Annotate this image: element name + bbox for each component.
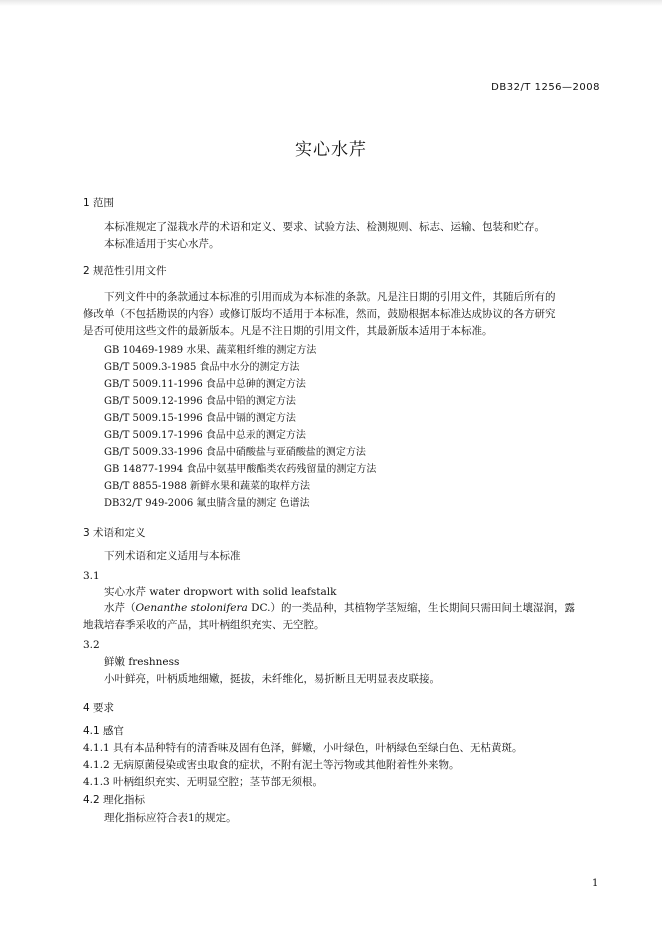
reference-item: DB32/T 949-2006 氟虫腈含量的测定 色谱法: [104, 498, 310, 509]
scan-edge: [0, 0, 662, 6]
reference-item: GB 14877-1994 食品中氨基甲酸酯类农药残留量的测定方法: [104, 464, 377, 475]
reference-item: GB 10469-1989 水果、蔬菜粗纤维的测定方法: [104, 345, 317, 356]
section-3-heading: 3 术语和定义: [83, 527, 146, 539]
clause-4-1-1: 4.1.1 具有本品种特有的清香味及固有色泽，鲜嫩，小叶绿色，叶柄绿色至绿白色、无枯黄斑。: [83, 742, 523, 754]
section-1-para-2: 本标准适用于实心水芹。: [104, 238, 220, 250]
document-title: 实心水芹: [295, 140, 367, 160]
reference-item: GB/T 5009.15-1996 食品中镉的测定方法: [104, 413, 296, 424]
reference-item: GB/T 8855-1988 新鲜水果和蔬菜的取样方法: [104, 481, 311, 492]
term-3-2-number: 3.2: [83, 639, 100, 651]
reference-item: GB/T 5009.17-1996 食品中总汞的测定方法: [104, 430, 306, 441]
subsection-4-2-text: 理化指标应符合表1的规定。: [104, 812, 237, 824]
reference-item: GB/T 5009.11-1996 食品中总砷的测定方法: [104, 379, 306, 390]
section-1-heading: 1 范围: [83, 197, 115, 209]
section-2-para-line-1: 下列文件中的条款通过本标准的引用而成为本标准的条款。凡是注日期的引用文件，其随后所有的: [104, 291, 556, 303]
clause-4-1-2: 4.1.2 无病原菌侵染或害虫取食的症状，不附有泥土等污物或其他附着性外来物。: [83, 759, 460, 771]
page-number: 1: [592, 878, 599, 889]
reference-item: GB/T 5009.33-1996 食品中硝酸盐与亚硝酸盐的测定方法: [104, 447, 366, 458]
section-2-heading: 2 规范性引用文件: [83, 265, 167, 277]
latin-name: Oenanthe stolonifera: [135, 602, 248, 614]
term-3-1-definition-line-2: 地栽培春季采收的产品，其叶柄组织充实、无空腔。: [83, 619, 325, 631]
section-3-intro: 下列术语和定义适用与本标准: [104, 550, 241, 562]
clause-4-1-3: 4.1.3 叶柄组织充实、无明显空腔；茎节部无须根。: [83, 776, 324, 788]
term-3-1-number: 3.1: [83, 570, 100, 582]
section-4-heading: 4 要求: [83, 702, 115, 714]
subsection-4-2-heading: 4.2 理化指标: [83, 794, 146, 806]
term-3-1-definition-line-1: 水芹（Oenanthe stolonifera DC.）的一类品种，其植物学茎短缩，生长期间只需田间土壤湿润，露: [104, 602, 576, 614]
term-3-2-definition: 小叶鲜亮，叶柄质地细嫩，挺拔，未纤维化，易折断且无明显表皮联接。: [104, 673, 440, 685]
term-3-2-name: 鲜嫩 freshness: [104, 656, 180, 668]
reference-item: GB/T 5009.12-1996 食品中铅的测定方法: [104, 396, 296, 407]
section-1-para-1: 本标准规定了湿栽水芹的术语和定义、要求、试验方法、检测规则、标志、运输、包装和贮存。: [104, 221, 545, 233]
term-3-1-name: 实心水芹 water dropwort with solid leafstalk: [104, 586, 337, 598]
section-2-para-line-3: 是否可使用这些文件的最新版本。凡是不注日期的引用文件，其最新版本适用于本标准。: [83, 325, 493, 337]
section-2-para-line-2: 修改单（不包括勘误的内容）或修订版均不适用于本标准，然而，鼓励根据本标准达成协议的各方研究: [83, 308, 556, 320]
standard-number: DB32/T 1256—2008: [491, 82, 600, 93]
subsection-4-1-heading: 4.1 感官: [83, 725, 125, 737]
reference-item: GB/T 5009.3-1985 食品中水分的测定方法: [104, 362, 300, 373]
